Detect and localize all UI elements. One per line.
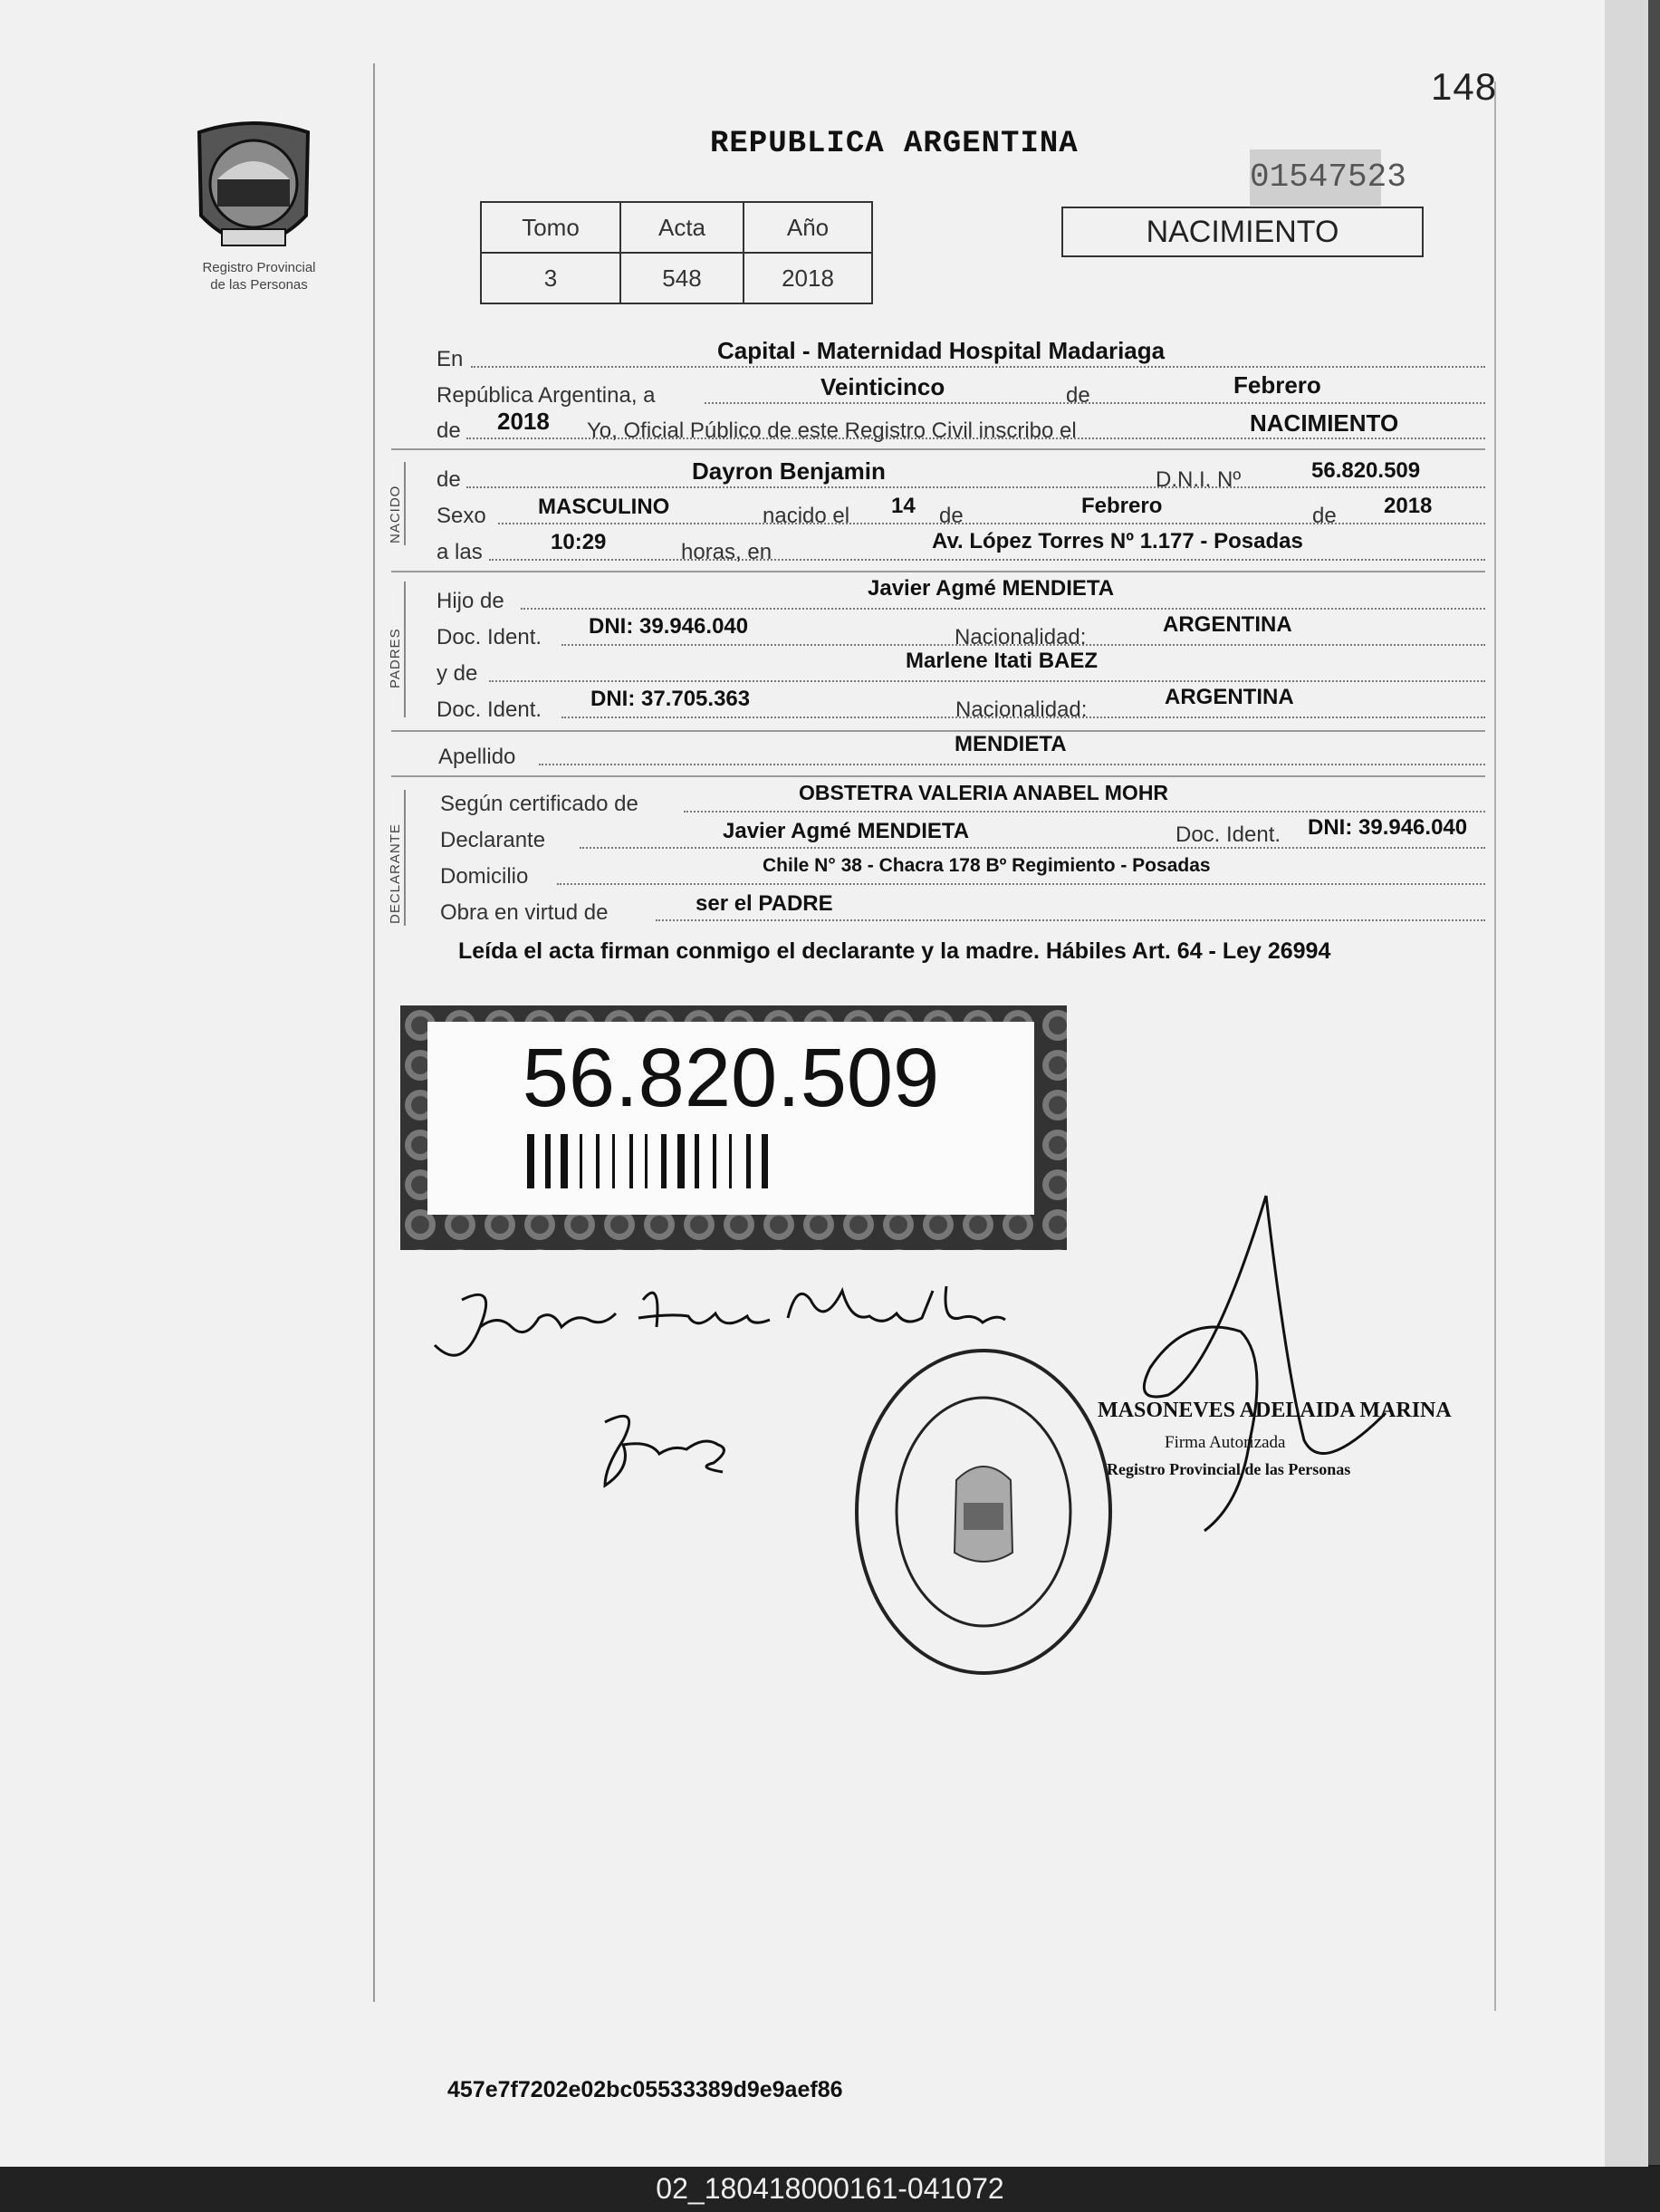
section-rule bbox=[391, 730, 1485, 732]
dots bbox=[705, 402, 1485, 404]
register-header-acta: Acta bbox=[620, 202, 744, 253]
dots bbox=[557, 883, 1485, 885]
label-dni: D.N.I. Nº bbox=[1156, 467, 1242, 492]
section-label-declarante: DECLARANTE bbox=[388, 823, 403, 924]
declarant-domicile: Chile N° 38 - Chacra 178 Bº Regimiento - Posadas bbox=[763, 855, 1211, 876]
section-rule bbox=[391, 775, 1485, 777]
dots bbox=[489, 559, 1485, 561]
section-rule bbox=[391, 448, 1485, 450]
label-de: de bbox=[1066, 383, 1090, 408]
official-role: Firma Autorizada bbox=[1165, 1433, 1286, 1452]
register-value-tomo: 3 bbox=[481, 253, 620, 303]
dots bbox=[580, 847, 1485, 849]
label-alas: a las bbox=[437, 540, 483, 564]
document-hash: 457e7f7202e02bc05533389d9e9aef86 bbox=[447, 2077, 843, 2102]
label-sexo: Sexo bbox=[437, 504, 486, 528]
registry-caption-line2: de las Personas bbox=[210, 277, 308, 293]
dots bbox=[471, 366, 1485, 368]
father-doc: DNI: 39.946.040 bbox=[589, 614, 749, 639]
birth-time: 10:29 bbox=[551, 530, 607, 554]
serial-number: 01547523 bbox=[1250, 149, 1381, 206]
section-label-nacido: NACIDO bbox=[388, 485, 403, 543]
mother-name: Marlene Itati BAEZ bbox=[906, 649, 1099, 673]
declarant-relation: ser el PADRE bbox=[696, 891, 833, 916]
official-name: MASONEVES ADELAIDA MARINA bbox=[1098, 1399, 1452, 1422]
official-stamp bbox=[849, 1344, 1118, 1684]
mother-doc: DNI: 37.705.363 bbox=[590, 687, 751, 711]
certificate-issuer: OBSTETRA VALERIA ANABEL MOHR bbox=[799, 781, 1169, 804]
label-y-de: y de bbox=[437, 661, 478, 686]
label-nacido: nacido el bbox=[763, 504, 850, 528]
dots bbox=[466, 486, 1485, 488]
birth-location: Capital - Maternidad Hospital Madariaga bbox=[717, 337, 1166, 364]
dots bbox=[684, 811, 1485, 813]
day-in-words: Veinticinco bbox=[820, 373, 945, 400]
official-organization: Registro Provincial de las Personas bbox=[1107, 1460, 1351, 1478]
register-value-anio: 2018 bbox=[744, 253, 872, 303]
label-declarante: Declarante bbox=[440, 828, 546, 852]
document-title: REPUBLICA ARGENTINA bbox=[710, 127, 1079, 161]
dots bbox=[498, 523, 1485, 524]
birth-month: Febrero bbox=[1081, 494, 1163, 518]
margin-line bbox=[373, 63, 375, 2002]
label-de-month: de bbox=[939, 504, 964, 528]
registry-caption bbox=[178, 259, 341, 293]
section-bracket bbox=[404, 582, 411, 717]
dots bbox=[489, 680, 1485, 682]
register-header-anio: Año bbox=[744, 202, 872, 253]
page-number: 148 bbox=[1431, 65, 1498, 108]
label-obra-en-virtud: Obra en virtud de bbox=[440, 900, 609, 925]
inscribed-type: NACIMIENTO bbox=[1250, 409, 1399, 437]
label-doc-ident-1: Doc. Ident. bbox=[437, 625, 542, 649]
declarant-name: Javier Agmé MENDIETA bbox=[723, 819, 970, 843]
provincial-emblem bbox=[181, 116, 326, 261]
registration-month: Febrero bbox=[1233, 371, 1321, 399]
birth-address: Av. López Torres Nº 1.177 - Posadas bbox=[932, 529, 1303, 553]
child-name: Dayron Benjamin bbox=[692, 457, 886, 485]
official-signature bbox=[1114, 1187, 1413, 1553]
label-republic: República Argentina, a bbox=[437, 383, 656, 408]
closing-statement: Leída el acta firman conmigo el declarante y la madre. Hábiles Art. 64 - Ley 26994 bbox=[458, 938, 1331, 964]
registry-caption-line1: Registro Provincial bbox=[202, 260, 316, 275]
officer-text: Yo, Oficial Público de este Registro Civil inscribo el bbox=[587, 418, 1077, 443]
label-doc-ident-declarant: Doc. Ident. bbox=[1175, 822, 1281, 847]
father-nationality: ARGENTINA bbox=[1163, 612, 1292, 637]
mother-nationality: ARGENTINA bbox=[1165, 685, 1294, 709]
register-header-tomo: Tomo bbox=[481, 202, 620, 253]
birth-day: 14 bbox=[891, 494, 916, 518]
label-doc-ident-2: Doc. Ident. bbox=[437, 697, 542, 722]
dots bbox=[656, 919, 1485, 921]
register-value-acta: 548 bbox=[620, 253, 744, 303]
registration-year: 2018 bbox=[497, 408, 550, 435]
section-bracket bbox=[404, 790, 411, 926]
mother-signature bbox=[587, 1395, 750, 1499]
section-rule bbox=[391, 571, 1485, 572]
father-name: Javier Agmé MENDIETA bbox=[868, 576, 1115, 601]
label-de-child: de bbox=[437, 467, 461, 492]
dots bbox=[539, 764, 1485, 765]
act-type-box: NACIMIENTO bbox=[1061, 207, 1424, 257]
dni-sticker-number: 56.820.509 bbox=[522, 1032, 940, 1124]
register-header-row bbox=[481, 202, 872, 253]
label-de-year: de bbox=[1312, 504, 1337, 528]
right-margin-line bbox=[1494, 82, 1496, 2011]
child-dni: 56.820.509 bbox=[1311, 458, 1421, 483]
label-hijo-de: Hijo de bbox=[437, 589, 504, 613]
birth-year: 2018 bbox=[1384, 494, 1433, 518]
label-horas: horas, en bbox=[681, 540, 772, 564]
label-nacionalidad-2: Nacionalidad: bbox=[955, 697, 1088, 722]
section-bracket bbox=[404, 462, 411, 545]
barcode bbox=[527, 1134, 926, 1188]
register-table bbox=[480, 201, 873, 304]
label-domicilio: Domicilio bbox=[440, 864, 529, 889]
label-de: de bbox=[437, 418, 461, 443]
child-surname: MENDIETA bbox=[955, 732, 1067, 756]
section-label-padres: PADRES bbox=[388, 628, 403, 688]
child-sex: MASCULINO bbox=[538, 495, 670, 519]
label-en: En bbox=[437, 347, 464, 371]
scan-footer-id: 02_180418000161-041072 bbox=[656, 2172, 1004, 2205]
label-apellido: Apellido bbox=[438, 745, 516, 769]
register-value-row bbox=[481, 253, 872, 303]
dots bbox=[521, 608, 1485, 610]
declarant-doc: DNI: 39.946.040 bbox=[1308, 815, 1468, 840]
label-segun-certificado: Según certificado de bbox=[440, 792, 638, 816]
label-nacionalidad-1: Nacionalidad: bbox=[955, 625, 1087, 649]
